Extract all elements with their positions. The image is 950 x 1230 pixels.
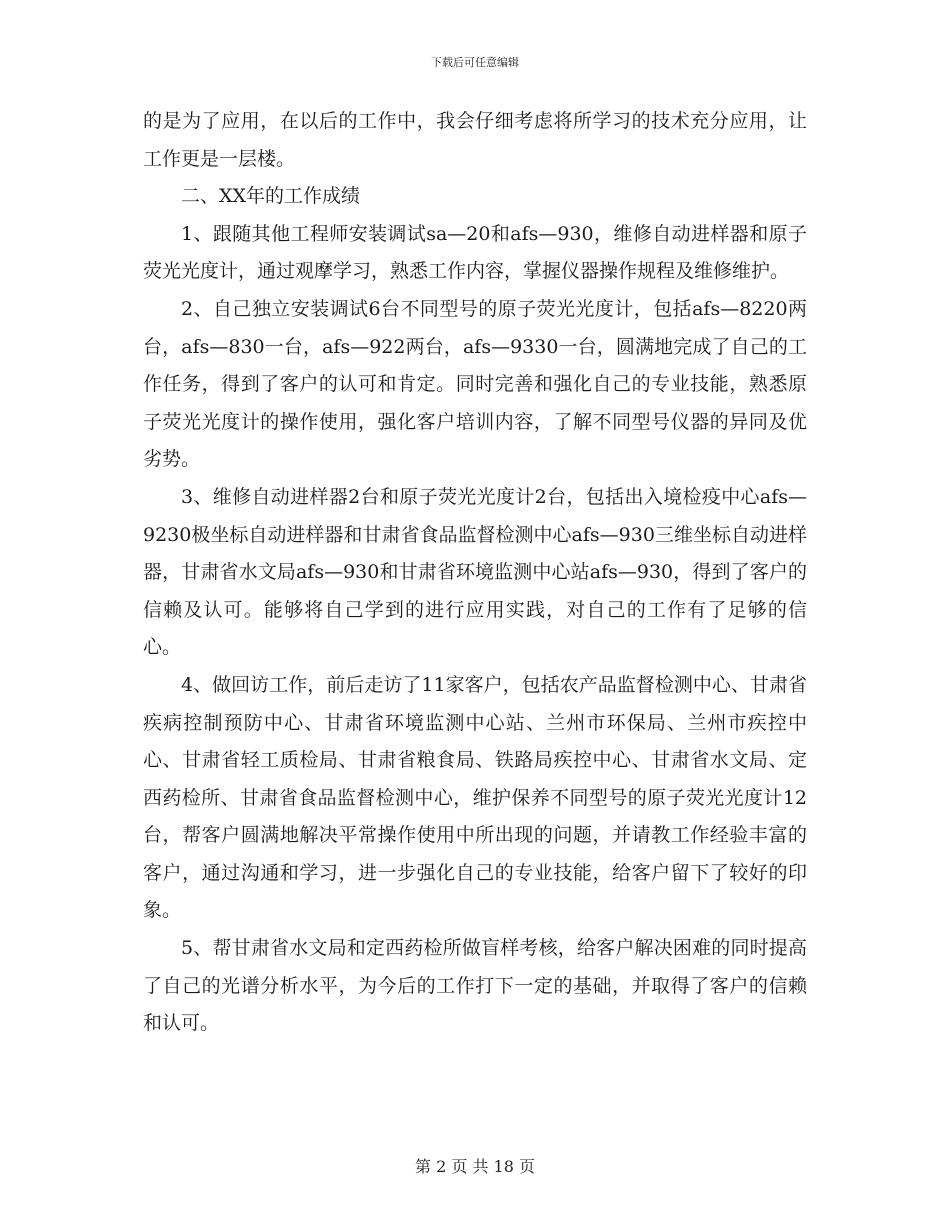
paragraph-item-1: 1、跟随其他工程师安装调试sa—20和afs—930，维修自动进样器和原子荧光光度计，通过观摩学习，熟悉工作内容，掌握仪器操作规程及维修维护。: [143, 222, 807, 283]
paragraph-item-5: 5、帮甘肃省水文局和定西药检所做盲样考核，给客户解决困难的同时提高了自己的光谱分析水平，为今后的工作打下一定的基础，并取得了客户的信赖和认可。: [143, 937, 807, 1035]
section-heading: 二、XX年的工作成绩: [181, 185, 361, 208]
paragraph-item-4: 4、做回访工作，前后走访了11家客户，包括农产品监督检测中心、甘肃省疾病控制预防中心、甘肃省环境监测中心站、兰州市环保局、兰州市疾控中心、甘肃省轻工质检局、甘肃省粮食局、铁路局疾控中心、甘肃省水文局、定西药检所、甘肃省食品监督检测中心，维护保养不同型号的原子荧光光度计12台，帮客户圆满地解决平常操作使用中所出现的问题，并请教工作经验丰富的客户，通过沟通和学习，进一步强化自己的专业技能，给客户留下了较好的印象。: [143, 673, 807, 922]
paragraph-continuation: 的是为了应用，在以后的工作中，我会仔细考虑将所学习的技术充分应用，让工作更是一层楼。: [143, 110, 807, 170]
paragraph-item-2: 2、自己独立安装调试6台不同型号的原子荧光光度计，包括afs—8220两台，afs—830一台，afs—922两台，afs—9330一台，圆满地完成了自己的工作任务，得到了客户的认可和肯定。同时完善和强化自己的专业技能，熟悉原子荧光光度计的操作使用，强化客户培训内容，了解不同型号仪器的异同及优劣势。: [143, 297, 807, 471]
document-body: [143, 103, 807, 1043]
page-header: 下载后可任意编辑: [431, 56, 519, 69]
page-footer: 第 2 页 共 18 页: [415, 1157, 535, 1176]
paragraph-item-3: 3、维修自动进样器2台和原子荧光光度计2台，包括出入境检疫中心afs—9230极坐标自动进样器和甘肃省食品监督检测中心afs—930三维坐标自动进样器，甘肃省水文局afs—930和甘肃省环境监测中心站afs—930，得到了客户的信赖及认可。能够将自己学到的进行应用实践，对自己的工作有了足够的信心。: [143, 485, 807, 659]
